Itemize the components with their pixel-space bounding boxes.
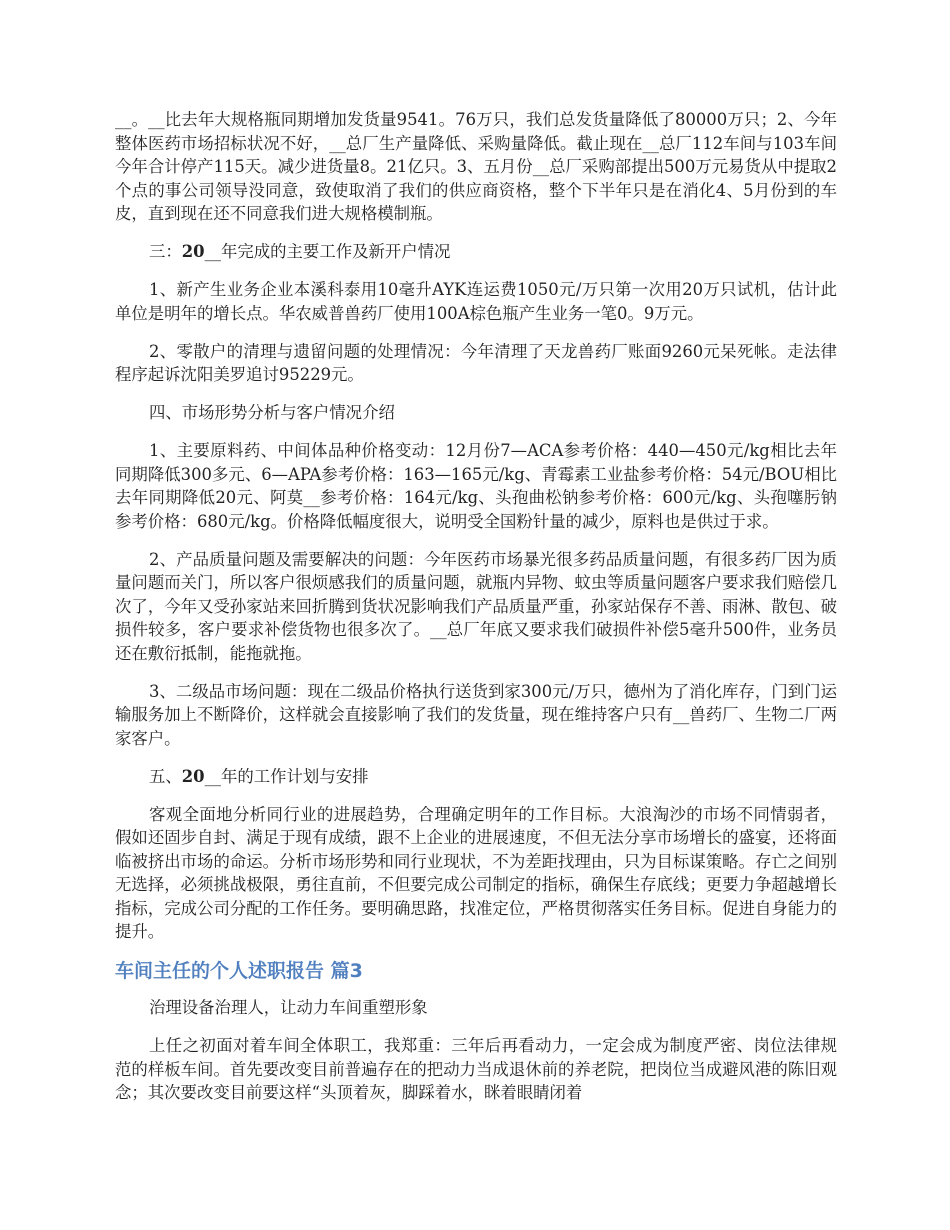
paragraph-1: __。__比去年大规格瓶同期增加发货量9541。76万只，我们总发货量降低了80000万只；2、今年整体医药市场招标状况不好，__总厂生产量降低、采购量降低。截止现在__总厂112车间与103车间今年合计停产115天。减少进货量8。21亿只。3、五月份__总厂采购部提出500万元易货从中提取2个点的事公司领导没同意，致使取消了我们的供应商资格，整个下半年只是在消化4、5月份到的车皮，直到现在还不同意我们进大规格模制瓶。 (115, 110, 837, 223)
paragraph-12: 上任之初面对着车间全体职工，我郑重：三年后再看动力，一定会成为制度严密、岗位法律规范的样板车间。首先要改变目前普遍存在的把动力当成退休前的养老院，把岗位当成避风港的陈旧观念；其次要改变目前要这样“头顶着灰，脚踩着水，眯着眼睛闭着 (115, 1036, 837, 1102)
paragraph-4: 2、零散户的清理与遗留问题的处理情况：今年清理了天龙兽药厂账面9260元呆死帐。走法律程序起诉沈阳美罗追讨95229元。 (115, 341, 837, 384)
paragraph-3: 1、新产生业务企业本溪科泰用10毫升AYK连运费1050元/万只第一次用20万只试机，估计此单位是明年的增长点。华农威普兽药厂使用100A棕色瓶产生业务一笔0。9万元。 (115, 280, 837, 323)
section-title-4: 四、市场形势分析与客户情况介绍 (149, 403, 395, 422)
section-prefix: 三： (149, 242, 182, 261)
section-year: 20 (181, 766, 205, 786)
article-heading: 车间主任的个人述职报告 篇3 (115, 960, 363, 982)
section-title-text: __年的工作计划与安排 (204, 766, 369, 786)
paragraph-6: 1、主要原料药、中间体品种价格变动：12月份7—ACA参考价格：440—450元/kg相比去年同期降低300多元、6—APA参考价格：163—165元/kg、青霉素工业盐参考价格：54元/BOU相比去年同期降低20元、阿莫__参考价格：164元/kg、头孢曲松钠参考价格：600元/kg、头孢噻肟钠参考价格：680元/kg。价格降低幅度很大，说明受全国粉针量的减少，原料也是供过于求。 (115, 441, 837, 531)
document-page (115, 108, 837, 1119)
paragraph-10: 客观全面地分析同行业的进展趋势，合理确定明年的工作目标。大浪淘沙的市场不同情弱者，假如还固步自封、满足于现有成绩，跟不上企业的进展速度，不但无法分享市场增长的盛宴，还将面临被挤出市场的命运。分析市场形势和同行业现状，不为差距找理由，只为目标谋策略。存亡之间别无选择，必须挑战极限，勇往直前，不但要完成公司制定的指标，确保生存底线；更要力争超越增长指标，完成公司分配的工作任务。要明确思路，找准定位，严格贯彻落实任务目标。促进自身能力的提升。 (115, 804, 837, 941)
paragraph-8: 3、二级品市场问题：现在二级品价格执行送货到家300元/万只，德州为了消化库存，门到门运输服务加上不断降价，这样就会直接影响了我们的发货量，现在维持客户只有__兽药厂、生物二厂两家客户。 (115, 681, 837, 748)
section-year: 20 (181, 242, 205, 261)
paragraph-7: 2、产品质量问题及需要解决的问题：今年医药市场暴光很多药品质量问题，有很多药厂因为质量问题而关门，所以客户很烦感我们的质量问题，就瓶内异物、蚊虫等质量问题客户要求我们赔偿几次了，今年又受孙家站来回折腾到货状况影响我们产品质量严重，孙家站保存不善、雨淋、散包、破损件较多，客户要求补偿货物也很多次了。__总厂年底又要求我们破损件补偿5毫升500件，业务员还在敷衍抵制，能拖就拖。 (115, 549, 837, 663)
section-title-text: __年完成的主要工作及新开户情况 (204, 242, 451, 261)
section-title-3 (115, 240, 837, 264)
paragraph-11: 治理设备治理人，让动力车间重塑形象 (149, 998, 428, 1017)
section-title-5 (115, 765, 837, 789)
section-prefix: 五、 (149, 766, 182, 786)
